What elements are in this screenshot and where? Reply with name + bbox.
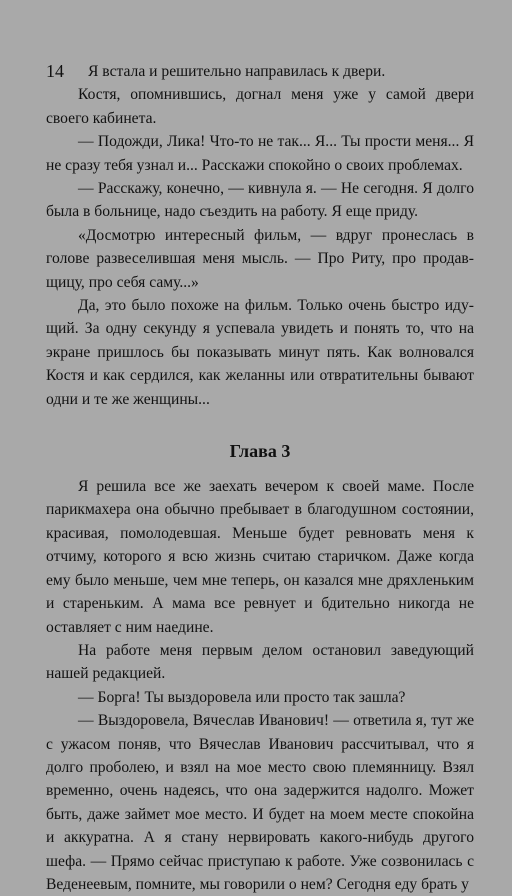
paragraph: — Расскажу, конечно, — кивнула я. — Не сегодня. Я долго была в больнице, надо съездить на работу. Я еще приду. <box>46 180 474 221</box>
paragraph: На работе меня первым делом остановил заведующий нашей редакцией. <box>46 641 474 683</box>
paragraph: — Борга! Ты выздоровела или просто так зашла? <box>78 688 406 706</box>
paragraph: «Досмотрю интересный фильм, — вдруг пронеслась в голове развеселившая меня мысль. — Про Риту, про продавщицу, про себя саму...» <box>46 226 474 291</box>
paragraph: Да, это было похоже на фильм. Только очень быстро идущий. За одну секунду я успевала увидеть и понять то, что на экране пришлось бы показывать минут пять. Как волновался Костя и как сердился, как желанны или отвратительны бывают одни и те же женщины... <box>46 297 474 408</box>
paragraph: Костя, опомнившись, догнал меня уже у самой двери своего кабинета. <box>46 86 474 127</box>
paragraph: Я решила все же заехать вечером к своей маме. После парикмахера она обычно пребывает в благодушном состоянии, красивая, помолодевшая. Меньше будет ревновать меня к отчиму, которого я всю жизнь считаю старичком. Даже когда ему было меньше, чем мне теперь, он казался мне дряхленьким и стареньким. А мама все ревнует и бдительно никогда не оставляет с ним наедине. <box>46 478 474 636</box>
chapter-title: Глава 3 <box>229 441 291 462</box>
page-header <box>46 60 474 83</box>
book-page <box>46 60 474 896</box>
page-number: 14 <box>46 61 64 81</box>
first-line: Я встала и решительно направилась к двери. <box>88 63 386 80</box>
paragraph: — Выздоровела, Вячеслав Иванович! — ответила я, тут же с ужасом поняв, что Вячеслав Иванович рассчитывал, что я долго проболею, и взял на мое место свою племянницу. Взял временно, очень надеясь, что она задержится надолго. Может быть, даже займет мое место. И будет на моем месте спокойна и аккуратна. А я стану нервировать какого-нибудь другого шефа. — Прямо сейчас приступаю к работе. Уже созвонилась с Веденеевым, помните, мы говорили о нем? Сегодня еду брать у <box>46 712 474 893</box>
paragraph: — Подожди, Лика! Что-то не так... Я... Ты прости меня... Я не сразу тебя узнал и... Расскажи спокойно о своих проблемах. <box>46 133 474 174</box>
